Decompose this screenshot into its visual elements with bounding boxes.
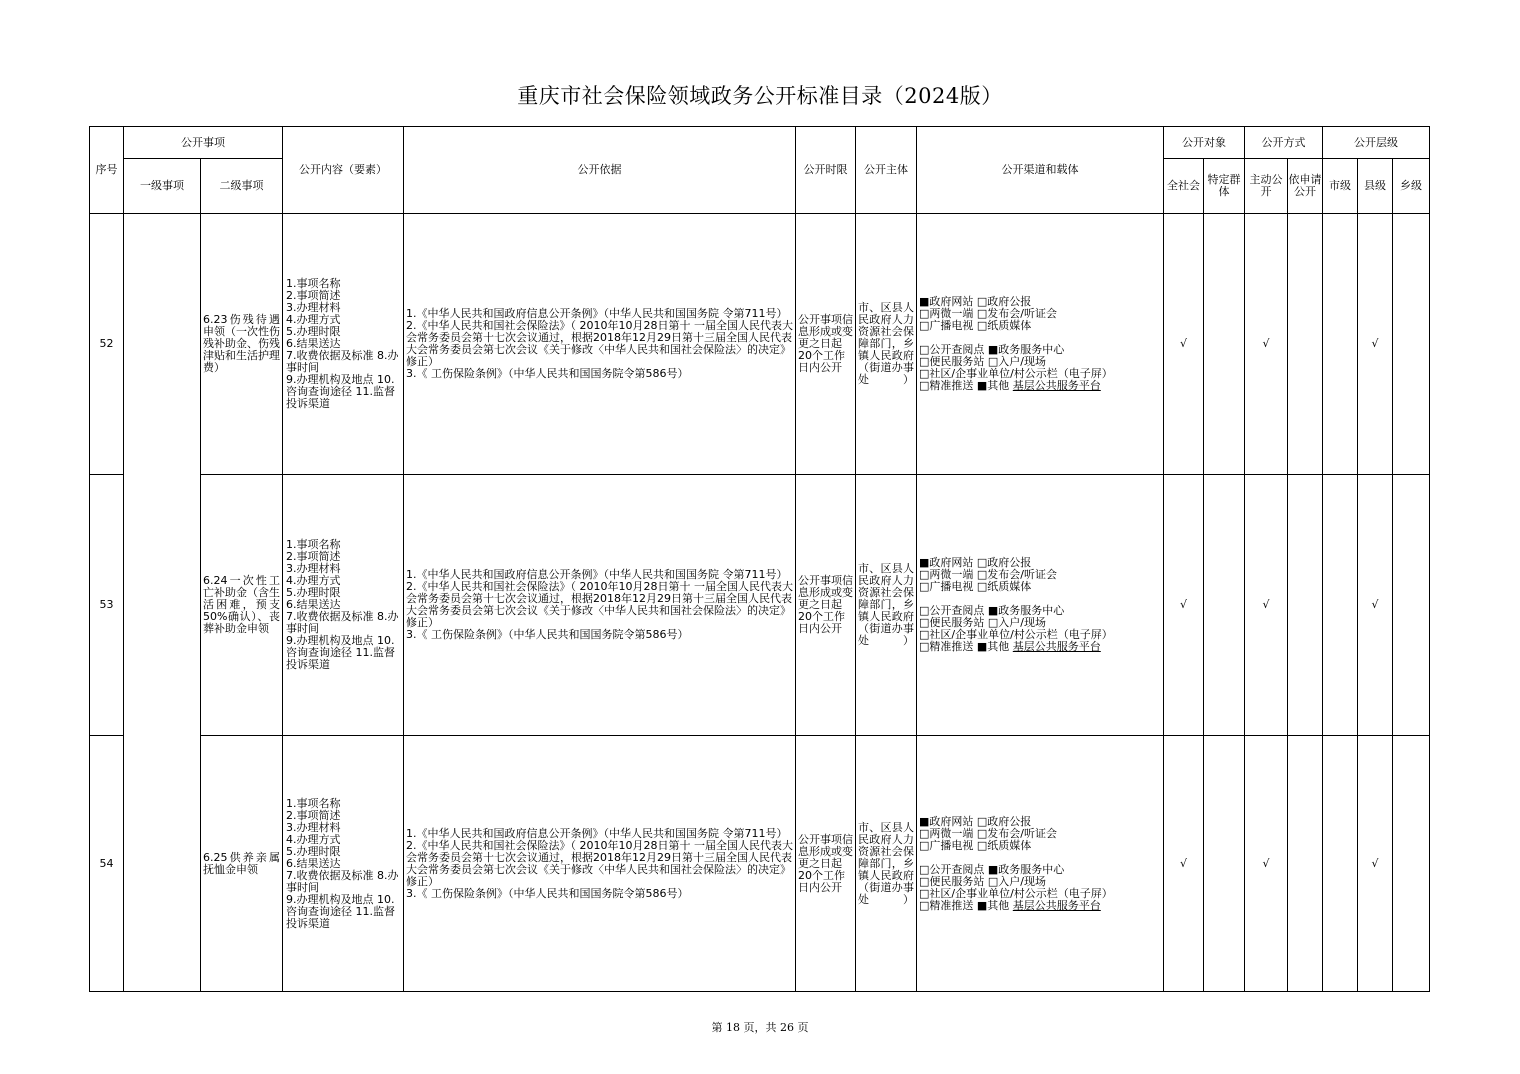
row-level2: 6.25供养亲属抚恤金申领: [201, 736, 283, 992]
row-lv-town: [1393, 736, 1430, 992]
row-aud-all: √: [1164, 214, 1204, 475]
header-seq: 序号: [90, 127, 124, 214]
header-aud-all: 全社会: [1164, 159, 1204, 214]
row-term: 公开事项信息形成或变更之日起20个工作日内公开: [796, 736, 856, 992]
row-level1: [124, 214, 201, 475]
header-row-1: [90, 127, 1430, 159]
row-lv-city: [1323, 214, 1358, 475]
row-level1: [124, 475, 201, 736]
channel-other: 基层公共服务平台: [1012, 898, 1101, 912]
row-lv-town: [1393, 214, 1430, 475]
header-lv-county: 县级: [1358, 159, 1393, 214]
header-level: 公开层级: [1323, 127, 1430, 159]
row-lv-county: √: [1358, 736, 1393, 992]
channel-other: 基层公共服务平台: [1012, 640, 1101, 653]
header-m-apply: 依申请公开: [1288, 159, 1323, 214]
channel-other: 基层公共服务平台: [1012, 379, 1101, 392]
header-subject: 公开主体: [856, 127, 917, 214]
row-aud-all: √: [1164, 475, 1204, 736]
row-aud-all: √: [1164, 736, 1204, 992]
header-method: 公开方式: [1245, 127, 1323, 159]
row-channel: [917, 475, 1164, 736]
table-row: [90, 736, 1430, 992]
row-m-apply: [1288, 736, 1323, 992]
header-aud-specific: 特定群体: [1204, 159, 1245, 214]
row-m-active: √: [1245, 736, 1288, 992]
header-level1: 一级事项: [124, 159, 201, 214]
row-aud-specific: [1204, 475, 1245, 736]
row-level1: [124, 736, 201, 992]
row-seq: 54: [90, 736, 124, 992]
table-row: [90, 475, 1430, 736]
row-seq: 53: [90, 475, 124, 736]
row-subject: 市、区县人民政府人力资源社会保障部门，乡镇人民政府（街道办事处）: [856, 214, 917, 475]
header-m-active: 主动公开: [1245, 159, 1288, 214]
row-aud-specific: [1204, 214, 1245, 475]
header-items: 公开事项: [124, 127, 283, 159]
row-lv-city: [1323, 736, 1358, 992]
row-aud-specific: [1204, 736, 1245, 992]
row-m-apply: [1288, 475, 1323, 736]
header-audience: 公开对象: [1164, 127, 1245, 159]
header-lv-town: 乡级: [1393, 159, 1430, 214]
header-content: 公开内容（要素）: [283, 127, 404, 214]
header-lv-city: 市级: [1323, 159, 1358, 214]
row-channel: [917, 214, 1164, 475]
row-content: 1.事项名称 2.事项简述 3.办理材料 4.办理方式 5.办理时限 6.结果送达 7.收费依据及标准 8.办事时间 9.办理机构及地点 10.咨询查询途径 11.监督投诉渠道: [283, 736, 404, 992]
row-seq: 52: [90, 214, 124, 475]
row-level2: 6.24一次性工亡补助金（含生活困难，预支50%确认）、丧葬补助金申领: [201, 475, 283, 736]
row-lv-city: [1323, 475, 1358, 736]
catalog-table: [89, 126, 1430, 992]
row-content: 1.事项名称 2.事项简述 3.办理材料 4.办理方式 5.办理时限 6.结果送达 7.收费依据及标准 8.办事时间 9.办理机构及地点 10.咨询查询途径 11.监督投诉渠道: [283, 214, 404, 475]
row-basis: 1.《中华人民共和国政府信息公开条例》（中华人民共和国国务院 令第711号） 2.《中华人民共和国社会保险法》（ 2010年10月28日第十 一届全国人民代表大会常务委员会第十七次会议通过，根据2018年12月29日第十三届全国人民代表大会常务委员会第七次会议《关于修改〈中华人民共和国社会保险法〉的决定》修正） 3.《 工伤保险条例》（中华人民共和国国务院令第586号）: [404, 736, 796, 992]
row-lv-county: √: [1358, 475, 1393, 736]
row-channel: [917, 736, 1164, 992]
table-row: [90, 214, 1430, 475]
row-subject: 市、区县人民政府人力资源社会保障部门，乡镇人民政府（街道办事处）: [856, 736, 917, 992]
row-term: 公开事项信息形成或变更之日起20个工作日内公开: [796, 475, 856, 736]
row-lv-town: [1393, 475, 1430, 736]
row-m-active: √: [1245, 475, 1288, 736]
channel-group-a: ■政府网站 □政府公报 □两微一端 □发布会/听证会 □广播电视 □纸质媒体: [919, 556, 1057, 593]
row-term: 公开事项信息形成或变更之日起20个工作日内公开: [796, 214, 856, 475]
channel-group-a: ■政府网站 □政府公报 □两微一端 □发布会/听证会 □广播电视 □纸质媒体: [919, 295, 1057, 332]
document-title: 重庆市社会保险领域政务公开标准目录（2024版）: [517, 84, 1003, 108]
header-basis: 公开依据: [404, 127, 796, 214]
row-m-apply: [1288, 214, 1323, 475]
row-lv-county: √: [1358, 214, 1393, 475]
row-basis: 1.《中华人民共和国政府信息公开条例》（中华人民共和国国务院 令第711号） 2.《中华人民共和国社会保险法》（ 2010年10月28日第十 一届全国人民代表大会常务委员会第十七次会议通过，根据2018年12月29日第十三届全国人民代表大会常务委员会第七次会议《关于修改〈中华人民共和国社会保险法〉的决定》修正） 3.《 工伤保险条例》（中华人民共和国国务院令第586号）: [404, 214, 796, 475]
row-level2: 6.23伤残待遇申领（一次性伤残补助金、伤残津贴和生活护理费）: [201, 214, 283, 475]
header-level2: 二级事项: [201, 159, 283, 214]
channel-group-b: □公开查阅点 ■政务服务中心 □便民服务站 □入户/现场 □社区/企事业单位/村公示栏（电子屏） □精准推送 ■其他: [919, 604, 1113, 653]
row-content: 1.事项名称 2.事项简述 3.办理材料 4.办理方式 5.办理时限 6.结果送达 7.收费依据及标准 8.办事时间 9.办理机构及地点 10.咨询查询途径 11.监督投诉渠道: [283, 475, 404, 736]
header-channel: 公开渠道和载体: [917, 127, 1164, 214]
row-subject: 市、区县人民政府人力资源社会保障部门，乡镇人民政府（街道办事处）: [856, 475, 917, 736]
channel-group-a: ■政府网站 □政府公报 □两微一端 □发布会/听证会 □广播电视 □纸质媒体: [919, 814, 1057, 852]
header-term: 公开时限: [796, 127, 856, 214]
channel-group-b: □公开查阅点 ■政务服务中心 □便民服务站 □入户/现场 □社区/企事业单位/村公示栏（电子屏） □精准推送 ■其他: [919, 862, 1113, 912]
row-m-active: √: [1245, 214, 1288, 475]
page-footer: 第 18 页，共 26 页: [711, 1021, 809, 1034]
channel-group-b: □公开查阅点 ■政务服务中心 □便民服务站 □入户/现场 □社区/企事业单位/村公示栏（电子屏） □精准推送 ■其他: [919, 343, 1113, 392]
row-basis: 1.《中华人民共和国政府信息公开条例》（中华人民共和国国务院 令第711号） 2.《中华人民共和国社会保险法》（ 2010年10月28日第十 一届全国人民代表大会常务委员会第十七次会议通过，根据2018年12月29日第十三届全国人民代表大会常务委员会第七次会议《关于修改〈中华人民共和国社会保险法〉的决定》修正） 3.《 工伤保险条例》（中华人民共和国国务院令第586号）: [404, 475, 796, 736]
